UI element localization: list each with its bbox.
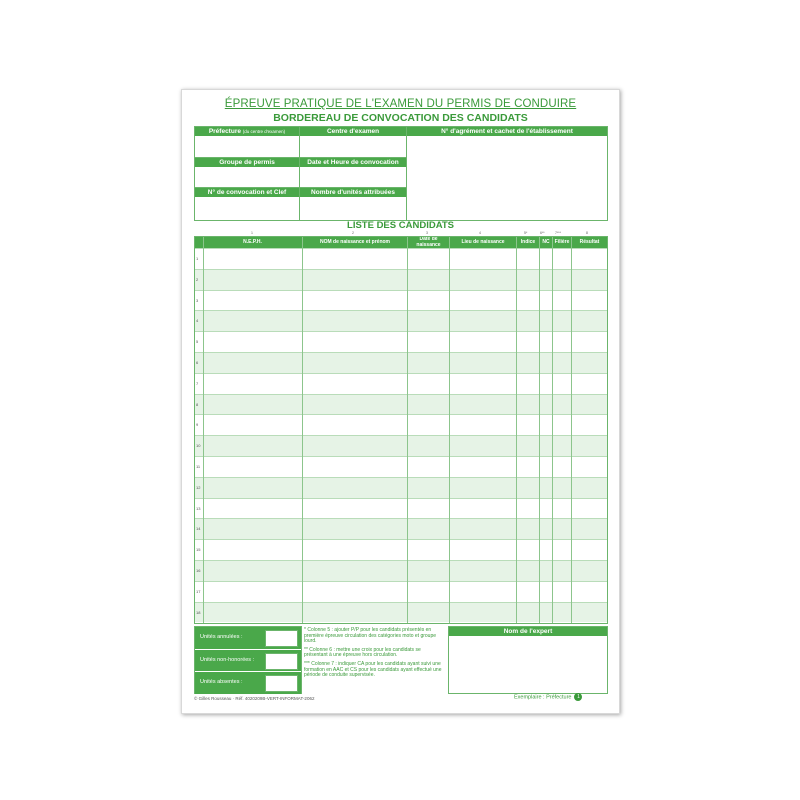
convocation-label: N° de convocation et Clef xyxy=(195,188,299,197)
table-row[interactable] xyxy=(195,331,607,352)
copy-number-badge: 1 xyxy=(574,693,582,701)
column-divider xyxy=(302,237,303,623)
note: ** Colonne 6 : mettre une croix pour les candidats se présentant à une épreuve hors circulation. xyxy=(304,646,421,659)
table-row[interactable] xyxy=(195,518,607,539)
unit-absentes-field[interactable] xyxy=(265,675,298,692)
row-divider xyxy=(195,373,607,374)
col-lieu: Lieu de naissance xyxy=(461,238,505,245)
footnotes xyxy=(304,628,444,682)
row-divider xyxy=(195,539,607,540)
table-row[interactable] xyxy=(195,394,607,415)
note: * Colonne 5 : ajouter P/P pour les candidats présentés en première épreuve circulation des catégories moto et groupe lourd. xyxy=(304,627,437,645)
col-indice: Indice xyxy=(520,238,536,245)
column-number: 8 xyxy=(586,231,588,235)
row-divider xyxy=(195,456,607,457)
units-block xyxy=(194,626,302,694)
column-divider xyxy=(539,237,540,623)
agrement-field[interactable] xyxy=(407,137,607,220)
row-number: 9 xyxy=(196,422,199,428)
unit-label: Unités annulées : xyxy=(200,634,243,640)
copyright: © Gilles Rousseau · Réf. 4020209B-VERT-INFORMAT-2062 xyxy=(194,696,315,701)
row-divider xyxy=(195,248,607,249)
row-divider xyxy=(195,310,607,311)
row-number: 10 xyxy=(196,443,201,449)
header-block xyxy=(194,126,608,221)
table-header xyxy=(195,237,607,248)
row-number: 6 xyxy=(196,360,199,365)
expert-field[interactable] xyxy=(449,637,607,693)
expert-block xyxy=(448,626,608,694)
row-number: 17 xyxy=(196,588,201,594)
table-row[interactable] xyxy=(195,498,607,519)
unit-non-honorees-field[interactable] xyxy=(265,653,298,670)
convocation-field[interactable] xyxy=(195,198,299,220)
divider xyxy=(195,157,407,158)
row-number: 1 xyxy=(196,256,199,261)
column-divider xyxy=(407,237,408,623)
row-divider xyxy=(195,477,607,478)
table-row[interactable] xyxy=(195,269,607,290)
form-title: ÉPREUVE PRATIQUE DE L'EXAMEN DU PERMIS DE CONDUIRE xyxy=(224,98,577,110)
col-resultat: Résultat xyxy=(579,238,600,245)
unit-label: Unités absentes : xyxy=(200,679,243,685)
table-row[interactable] xyxy=(195,248,607,269)
table-row[interactable] xyxy=(195,310,607,331)
column-number: 3 xyxy=(426,231,428,235)
row-number: 14 xyxy=(196,526,201,532)
col-nom: NOM de naissance et prénom xyxy=(319,238,391,245)
table-row[interactable] xyxy=(195,477,607,498)
unit-label: Unités non-honorées : xyxy=(200,657,255,663)
date-heure-label: Date et Heure de convocation xyxy=(300,158,406,167)
form-sheet xyxy=(181,89,620,714)
candidates-table xyxy=(194,236,608,624)
column-number: 5* xyxy=(524,231,528,235)
unit-annulees xyxy=(195,627,301,649)
unit-absentes xyxy=(195,671,301,694)
col-nc: NC xyxy=(542,238,550,245)
copy-text: Exemplaire : Préfecture xyxy=(514,694,572,701)
row-divider xyxy=(195,269,607,270)
column-number: 4 xyxy=(479,231,481,235)
table-row[interactable] xyxy=(195,539,607,560)
prefecture-note: (du centre d'examen) xyxy=(242,129,286,134)
row-number: 15 xyxy=(196,547,201,553)
row-number: 2 xyxy=(196,276,199,282)
row-divider xyxy=(195,414,607,415)
unites-field[interactable] xyxy=(300,198,406,220)
column-divider xyxy=(449,237,450,623)
date-heure-field[interactable] xyxy=(300,168,406,187)
row-divider xyxy=(195,290,607,291)
table-row[interactable] xyxy=(195,581,607,602)
row-divider xyxy=(195,560,607,561)
table-row[interactable] xyxy=(195,414,607,435)
centre-label: Centre d'examen xyxy=(300,127,406,136)
prefecture-label xyxy=(195,127,299,136)
row-number: 12 xyxy=(196,484,201,490)
column-number: 6** xyxy=(540,231,545,235)
row-divider xyxy=(195,352,607,353)
row-divider xyxy=(195,394,607,395)
column-divider xyxy=(571,237,572,623)
row-number: 8 xyxy=(196,401,199,407)
table-row[interactable] xyxy=(195,560,607,581)
expert-label: Nom de l'expert xyxy=(449,627,607,636)
table-row[interactable] xyxy=(195,602,607,623)
col-filiere: Filière xyxy=(554,238,570,245)
divider xyxy=(195,187,407,188)
row-number: 16 xyxy=(196,568,201,573)
table-row[interactable] xyxy=(195,352,607,373)
column-number: 2 xyxy=(352,231,354,235)
column-divider xyxy=(552,237,553,623)
row-number: 7 xyxy=(196,380,199,386)
col-neph: N.E.P.H. xyxy=(243,238,262,245)
row-number: 11 xyxy=(196,464,201,469)
table-row[interactable] xyxy=(195,290,607,311)
column-number: 1 xyxy=(251,231,253,235)
row-divider xyxy=(195,435,607,436)
column-divider xyxy=(516,237,517,623)
centre-field[interactable] xyxy=(300,137,406,157)
prefecture-text: Préfecture xyxy=(208,128,241,135)
row-divider xyxy=(195,498,607,499)
agrement-label: N° d'agrément et cachet de l'établissement xyxy=(407,127,607,136)
row-number: 4 xyxy=(196,318,199,324)
unites-label: Nombre d'unités attribuées xyxy=(300,188,406,197)
row-number: 13 xyxy=(196,505,201,511)
column-divider xyxy=(203,237,204,623)
prefecture-field[interactable] xyxy=(195,137,299,157)
groupe-label: Groupe de permis xyxy=(195,158,299,167)
row-number: 3 xyxy=(196,297,199,303)
list-title: LISTE DES CANDIDATS xyxy=(347,220,454,231)
copy-label xyxy=(514,693,582,701)
form-subtitle: BORDEREAU DE CONVOCATION DES CANDIDATS xyxy=(273,112,528,124)
table-row[interactable] xyxy=(195,435,607,456)
table-row[interactable] xyxy=(195,373,607,394)
row-divider xyxy=(195,602,607,603)
unit-annulees-field[interactable] xyxy=(265,630,298,647)
col-date: Date de naissance xyxy=(416,237,441,248)
column-number: 7*** xyxy=(555,231,562,235)
table-row[interactable] xyxy=(195,456,607,477)
row-divider xyxy=(195,581,607,582)
unit-non-honorees xyxy=(195,649,301,672)
groupe-field[interactable] xyxy=(195,168,299,187)
row-number: 5 xyxy=(196,339,199,345)
row-number: 18 xyxy=(196,609,201,615)
row-divider xyxy=(195,331,607,332)
note: *** Colonne 7 : indiquer CA pour les candidats ayant suivi une formation en AAC et CS pour les candidats ayant effectué une période de conduite supervisée. xyxy=(304,660,442,679)
row-divider xyxy=(195,518,607,519)
